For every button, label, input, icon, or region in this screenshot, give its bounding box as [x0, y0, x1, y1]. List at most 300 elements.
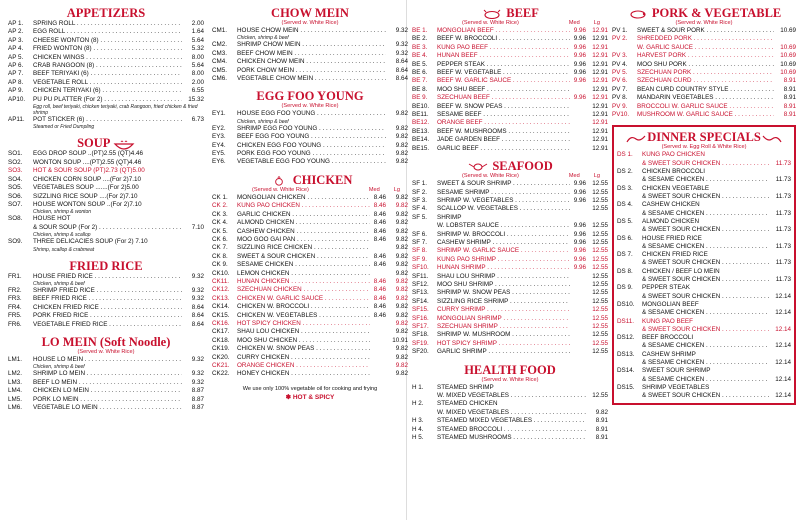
item-price-lg: 12.91 [592, 27, 608, 34]
item-name: SWEET SOUR SHRIMP [642, 367, 711, 375]
item-code: BE 5. [412, 60, 428, 68]
seafood-item [412, 239, 608, 247]
chicken-item [212, 261, 408, 269]
dinner-special-item [617, 251, 791, 259]
item-name: MONGOLIAN BEEF [642, 300, 699, 308]
egg-foo-young-item [212, 110, 408, 118]
item-price-med: 9.96 [573, 69, 586, 77]
dinner-special-item [617, 268, 791, 276]
item-name: GARLIC CHICKEN . . . [237, 211, 370, 219]
item-name: MONGOLIAN BEEF . . . [437, 27, 570, 35]
item-price-lg: 12.55 [592, 247, 608, 255]
item-name: MANDARIN VEGETABLES . . . [637, 94, 774, 102]
item-price-med: 9.96 [573, 238, 586, 246]
item-price: 10.69 [780, 27, 796, 34]
item-name: BEEF LO MEIN . . . [33, 379, 182, 387]
item-price: 1.64 [191, 28, 204, 36]
dinner-special-item [617, 284, 791, 292]
chow-mein-subtitle: (Served w. White Rice) [281, 20, 339, 26]
item-code: CK 3. [212, 210, 228, 218]
pork-vegetable-item [612, 77, 796, 85]
item-price-lg: 12.91 [592, 43, 608, 51]
appetizer-ap11 [8, 116, 204, 124]
item-code: CK13. [212, 294, 230, 302]
item-code: CK 1. [212, 193, 228, 201]
item-price: 8.91 [783, 77, 796, 85]
item-price: 9.32 [191, 286, 204, 294]
dinner-special-item-line2 [617, 392, 791, 400]
item-name: SWEET & SOUR CHICKEN . . . [237, 253, 370, 261]
item-code: H 3. [412, 417, 424, 425]
item-code: SO7. [8, 200, 23, 208]
item-price: 8.91 [783, 94, 796, 102]
item-name: SESAME BEEF . . . [437, 111, 570, 119]
item-code: SO5. [8, 184, 23, 192]
item-code: PV 9. [612, 102, 628, 110]
item-name: ORANGE BEEF . . . [437, 119, 570, 127]
item-price-med: 9.96 [573, 60, 586, 68]
item-code: DS15. [617, 384, 635, 391]
item-name-2: & SESAME CHICKEN . . . [642, 176, 769, 184]
chow-mein-title: CHOW MEIN [271, 6, 349, 20]
item-price: 12.14 [775, 358, 791, 366]
item-code: DS 4. [617, 201, 633, 209]
item-code: FR6. [8, 320, 22, 328]
item-price-med: 9.96 [573, 264, 586, 272]
item-name: HONEY CHICKEN . . . [237, 370, 370, 378]
item-price-med: 8.46 [373, 294, 386, 302]
item-code: CK 8. [212, 252, 228, 260]
item-code: BE 1. [412, 27, 428, 34]
item-name: PORK EGG FOO YOUNG . . . [237, 150, 386, 158]
dinner-specials-list [617, 151, 791, 400]
item-code: BE14. [412, 136, 430, 144]
pork-vegetable-item [612, 94, 796, 102]
item-price-lg: 12.55 [592, 306, 608, 314]
item-name: BEEF W. MUSHROOMS . . . [437, 128, 570, 136]
item-name: SHRIMP LO MEIN . . . [33, 370, 182, 378]
beef-price-header: (Served w. White Rice) Med Lg [462, 20, 600, 26]
chicken-item [212, 236, 408, 244]
item-price: 2.00 [191, 78, 204, 86]
item-code: LM1. [8, 355, 22, 363]
item-name-2: & SESAME CHICKEN . . . [642, 359, 769, 367]
egg-foo-young-item [212, 158, 408, 166]
item-price: 11.73 [775, 259, 791, 267]
item-name: PORK CHOW MEIN . . . [237, 67, 386, 75]
item-code: CK10. [212, 269, 230, 277]
chicken-list [212, 194, 408, 379]
item-price: 5.64 [191, 62, 204, 70]
item-price: 9.32 [191, 272, 204, 280]
item-price: 8.91 [783, 111, 796, 119]
beef-title: BEEF [412, 6, 608, 20]
item-code: DS 5. [617, 217, 633, 225]
item-price-lg: 12.55 [592, 280, 608, 288]
item-name-2: & SWEET SOUR CHICKEN . . . [642, 293, 769, 301]
item-code: BE12. [412, 119, 430, 127]
chow-mein-item [212, 27, 408, 35]
item-name: SHRIMP CHOW MEIN . . . [237, 41, 386, 49]
item-name: EGG ROLL . . . [33, 28, 182, 36]
item-price: 9.32 [395, 49, 408, 57]
item-price-lg: 9.82 [395, 286, 408, 294]
item-name: CURRY SHRIMP . . . [437, 306, 570, 314]
item-price-lg: 9.82 [395, 210, 408, 218]
chicken-item [212, 337, 408, 345]
item-name: HUNAN SHRIMP . . . [437, 264, 570, 272]
dragon-icon-left [625, 134, 647, 144]
dinner-special-item-line2 [617, 243, 791, 251]
item-code: PV 1. [612, 27, 628, 34]
item-price: 11.73 [775, 209, 791, 217]
fried-rice-list [8, 273, 204, 281]
item-name: PORK LO MEIN . . . [33, 396, 182, 404]
soup-item [8, 159, 204, 167]
item-code: SF14. [412, 297, 429, 305]
item-name: BEEF W. VEGETABLE . . . [437, 69, 570, 77]
dragon-icon-right [761, 134, 783, 144]
item-price-lg: 12.55 [592, 314, 608, 322]
item-code: SO3. [8, 167, 23, 175]
beef-item [412, 111, 608, 119]
item-name: BEEF FRIED RICE . . . [33, 295, 182, 303]
item-price-med: 9.96 [573, 255, 586, 263]
item-code: BE 9. [412, 94, 428, 102]
item-price-lg: 12.55 [592, 255, 608, 263]
item-name: HOT SPICY CHICKEN . . . [237, 320, 370, 328]
item-name: HOUSE EGG FOO YOUNG . . . [237, 110, 386, 118]
item-price-lg: 12.55 [592, 238, 608, 246]
item-price: 8.64 [395, 66, 408, 74]
soup-so9: SO9. THREE DELICACIES SOUP (For 2) 7.10 [8, 238, 148, 246]
item-price: 9.32 [191, 355, 204, 363]
item-price-lg: 9.82 [395, 269, 408, 277]
dinner-special-item-line2 [617, 276, 791, 284]
lo-mein-item [8, 356, 204, 364]
item-name: PU PU PLATTER (For 2) . . . [33, 96, 182, 104]
beef-item [412, 52, 608, 60]
item-name: MUSHROOM W. GARLIC SAUCE . . . [637, 111, 774, 119]
beef-item [412, 27, 608, 35]
item-price-med: 8.46 [373, 303, 386, 311]
item-name: CHEESE WONTON (8) . . . [33, 37, 182, 45]
chow-mein-item [212, 75, 408, 83]
dinner-special-item [617, 235, 791, 243]
item-price-lg: 9.82 [395, 202, 408, 210]
item-name: CHICKEN LO MEIN . . . [33, 387, 182, 395]
item-code: EY3. [212, 133, 226, 141]
item-code: SF 3. [412, 196, 428, 204]
item-code: AP 7. [8, 70, 24, 78]
chicken-item [212, 303, 408, 311]
item-code: CK11. [212, 277, 230, 285]
item-name: CHICKEN W. BROCCOLI . . . [237, 303, 370, 311]
item-price: 9.82 [395, 150, 408, 158]
item-price: 9.82 [395, 124, 408, 132]
item-name-2: & SWEET SOUR CHICKEN . . . [642, 326, 769, 334]
item-name: MOO SHU PORK . . . [637, 61, 774, 69]
item-name: BEEF EGG FOO YOUNG . . . [237, 133, 386, 141]
item-code: FR1. [8, 272, 22, 280]
item-price-lg: 12.55 [592, 323, 608, 330]
item-name: BEEF BROCCOLI [642, 334, 694, 342]
item-price-lg: 9.82 [395, 277, 408, 285]
chicken-item [212, 253, 408, 261]
dinner-special-item-line2 [617, 210, 791, 218]
chow-mein-list-2 [212, 41, 408, 83]
item-name: SZECHUAN PORK . . . [637, 69, 774, 77]
item-name: VEGETABLE EGG FOO YOUNG . . . [237, 158, 386, 166]
item-code: BE13. [412, 127, 430, 135]
appetizer-item [8, 20, 204, 28]
oil-note: We use only 100% vegetable oil for cooking and frying [242, 385, 378, 392]
item-code: BE11. [412, 111, 429, 119]
item-price: 12.14 [775, 342, 791, 350]
dinner-special-item-line2 [617, 176, 791, 184]
item-price: 6.73 [191, 116, 204, 124]
item-name: MOO SHU BEEF . . . [437, 86, 570, 94]
item-code: EY4. [212, 141, 226, 149]
column-2 [212, 6, 408, 401]
appetizer-item [8, 79, 204, 87]
dinner-special-item [617, 334, 791, 342]
appetizer-item [8, 96, 204, 104]
egg-foo-young-list [212, 110, 408, 118]
item-code: LM5. [8, 395, 22, 403]
lo-mein-item [8, 379, 204, 387]
item-price-lg: 12.55 [592, 180, 608, 188]
pork-vegetable-list [612, 27, 796, 119]
item-price-lg: 12.91 [592, 144, 608, 152]
chicken-item [212, 270, 408, 278]
item-code: SF18. [412, 331, 429, 339]
item-code: SO2. [8, 158, 23, 166]
item-price-lg: 10.91 [392, 336, 408, 344]
item-name: CHICKEN VEGETABLE [642, 184, 710, 192]
item-name: MONGOLIAN CHICKEN . . . [237, 194, 370, 202]
item-code: EY5. [212, 150, 226, 158]
item-name: CHICKEN W. SNOW PEAS . . . [237, 345, 370, 353]
soup-item [8, 150, 204, 158]
health-h1-line2: W. MIXED VEGETABLES . . . 12.55 [412, 392, 608, 400]
beef-item [412, 69, 608, 77]
dinner-special-item-line2 [617, 160, 791, 168]
item-price-lg: 12.91 [592, 102, 608, 110]
item-price: 12.14 [775, 309, 791, 317]
seafood-price-header: (Served w. White Rice) Med Lg [462, 173, 600, 180]
item-price-med: 8.46 [373, 193, 386, 201]
item-code: AP 8. [8, 78, 24, 86]
health-h2-line2: W. MIXED VEGETABLES . . . 9.82 [412, 409, 608, 417]
item-name: HUNAN BEEF . . . [437, 52, 570, 60]
item-price: 9.82 [395, 133, 408, 141]
item-price-med: 9.96 [573, 43, 586, 51]
item-code: PV 4. [612, 60, 628, 68]
item-price: 8.87 [191, 404, 204, 411]
lo-mein-item [8, 404, 204, 412]
item-name: HUNAN CHICKEN . . . [237, 278, 370, 286]
item-price-lg: 9.82 [395, 252, 408, 260]
soup-item [8, 193, 204, 201]
item-price-lg: 9.82 [395, 345, 408, 353]
item-price-lg: 9.82 [395, 303, 408, 311]
item-price: 11.73 [775, 275, 791, 283]
item-code: SO1. [8, 150, 23, 158]
beef-list [412, 27, 608, 153]
item-name: PEPPER STEAK [642, 284, 690, 292]
item-code: CK14. [212, 303, 230, 311]
item-name: ALMOND CHICKEN [642, 217, 700, 225]
item-code: LM6. [8, 404, 22, 411]
item-price: 8.64 [191, 320, 204, 328]
item-code: BE 6. [412, 69, 428, 77]
item-code: CM6. [212, 75, 228, 83]
item-code: BE 7. [412, 77, 428, 85]
item-name: CHICKEN TERIYAKI (6) . . . [33, 87, 182, 95]
appetizers-title: APPETIZERS [66, 6, 146, 20]
item-name: SIZZLING RICE SHRIMP . . . [437, 298, 570, 306]
dinner-special-item-line2 [617, 259, 791, 267]
item-price-lg: 12.55 [592, 348, 608, 356]
seafood-item [412, 289, 608, 297]
item-name-2: & SWEET SOUR CHICKEN . . . [642, 193, 769, 201]
item-price-lg: 12.55 [592, 205, 608, 213]
item-code: DS 6. [617, 234, 633, 242]
item-price-lg: 9.82 [395, 219, 408, 227]
item-code: CK15. [212, 311, 230, 319]
item-price: 12.14 [775, 292, 791, 300]
item-name: VEGETABLES SOUP .......(For 2)5.00 [33, 184, 139, 192]
seafood-item [412, 247, 608, 255]
item-name: ORANGE CHICKEN . . . [237, 362, 370, 370]
item-price-lg: 12.91 [592, 69, 608, 77]
item-code: SF16. [412, 314, 429, 322]
item-code: SF 9. [412, 255, 428, 263]
item-name: SIZZLING RICE SOUP ....(For 2)7.10 [33, 192, 138, 200]
item-price: 8.87 [191, 387, 204, 395]
seafood-item [412, 298, 608, 306]
item-name: CRAB RANGOON (8) . . . [33, 62, 182, 70]
item-name: CHICKEN CHOW MEIN . . . [237, 58, 386, 66]
chicken-title: CHICKEN [212, 173, 408, 187]
item-name: VEGETABLE CHOW MEIN . . . [237, 75, 386, 83]
item-price-lg: 9.82 [395, 294, 408, 302]
item-code: SF11. [412, 272, 429, 280]
appetizer-item [8, 28, 204, 36]
item-name: SZECHUAN CHICKEN . . . [237, 286, 370, 294]
item-code: AP 4. [8, 45, 24, 53]
dinner-special-item [617, 351, 791, 359]
item-price-med: 9.96 [573, 230, 586, 238]
beef-item [412, 86, 608, 94]
soup-so8: SO8. HOUSE HOT [8, 215, 71, 223]
item-price: 9.82 [395, 141, 408, 149]
pork-vegetable-item [612, 35, 796, 43]
item-name-2: & SWEET SOUR CHICKEN . . . [642, 259, 769, 267]
item-code: LM4. [8, 387, 22, 395]
soup-so8-line2: & SOUR SOUP (For 2) . . . 7.10 [8, 224, 204, 232]
soup-item [8, 201, 204, 209]
item-code: DS11. [617, 317, 635, 325]
so8-note: Chicken, shrimp & scallop [33, 232, 91, 239]
item-price: 15.32 [188, 95, 204, 103]
item-code: CM3. [212, 49, 228, 57]
item-name: SHRIMP VEGETABLES [642, 384, 710, 391]
chicken-item [212, 362, 408, 370]
seafood-list-2 [412, 231, 608, 357]
item-code: BE10. [412, 102, 430, 110]
item-code: SF 4. [412, 205, 428, 213]
item-price-lg: 12.55 [592, 230, 608, 238]
pork-vegetable-item [612, 69, 796, 77]
item-code: CM1. [212, 27, 228, 34]
dinner-special-item [617, 301, 791, 309]
item-name: LEMON CHICKEN . . . [237, 270, 370, 278]
item-name: MOO SHU CHICKEN . . . [237, 337, 370, 345]
egg-foo-young-item [212, 150, 408, 158]
item-price-lg: 12.91 [592, 52, 608, 60]
item-price-med: 8.46 [373, 261, 386, 269]
column-1 [8, 6, 204, 412]
item-name: SWEET & SOUR PORK . . . [637, 27, 774, 35]
item-price: 11.73 [775, 242, 791, 250]
item-code: DS14. [617, 367, 635, 375]
appetizer-item [8, 37, 204, 45]
health-food-title: HEALTH FOOD [464, 362, 556, 377]
item-code: SF10. [412, 264, 429, 272]
item-name: BROCCOLI W. GARLIC SAUCE . . . [637, 103, 774, 111]
item-code: SF13. [412, 289, 429, 297]
item-name: BEEF W. SNOW PEAS . . . [437, 103, 570, 111]
item-name: HOUSE FRIED RICE . . . [33, 273, 182, 281]
item-name: SHRIMP W. GARLIC SAUCE . . . [437, 247, 570, 255]
item-name: SHRIMP W. VEGETABLES . . . [437, 197, 570, 205]
seafood-item [412, 180, 608, 188]
beef-item [412, 61, 608, 69]
health-food-item [412, 426, 608, 434]
column-3 [412, 6, 608, 442]
item-name: CHICKEN FRIED RICE [642, 251, 708, 259]
item-code: LM2. [8, 370, 22, 378]
lo-mein-list [8, 356, 204, 364]
hot-spicy-legend: ✽ HOT & SPICY [285, 393, 335, 401]
beef-item [412, 145, 608, 153]
lo-mein-list-2 [8, 370, 204, 412]
chili-icon: ✽ [285, 393, 292, 401]
item-code: PV 2. [612, 35, 628, 43]
soup-item [8, 176, 204, 184]
chicken-item [212, 328, 408, 336]
beef-item [412, 77, 608, 85]
item-code: BE 8. [412, 85, 428, 93]
item-price-lg: 12.91 [592, 35, 608, 43]
pupu-note: Egg roll, beef teriyaki, chicken teriyaki, crab Rangoon, fried chicken & fried shrimp [33, 104, 198, 117]
item-price-lg: 9.82 [395, 261, 408, 269]
item-code: CK 7. [212, 244, 228, 252]
lo-mein-item [8, 370, 204, 378]
item-code: EY2. [212, 124, 226, 132]
appetizer-item [8, 45, 204, 53]
fried-rice-item [8, 312, 204, 320]
beef-item [412, 44, 608, 52]
dinner-special-item [617, 151, 791, 159]
dinner-special-item [617, 318, 791, 326]
item-name: CASHEW SHRIMP . . . [437, 239, 570, 247]
item-name: CASHEW CHICKEN [642, 201, 700, 209]
item-code: DS12. [617, 334, 635, 342]
item-price: 10.69 [780, 69, 796, 77]
